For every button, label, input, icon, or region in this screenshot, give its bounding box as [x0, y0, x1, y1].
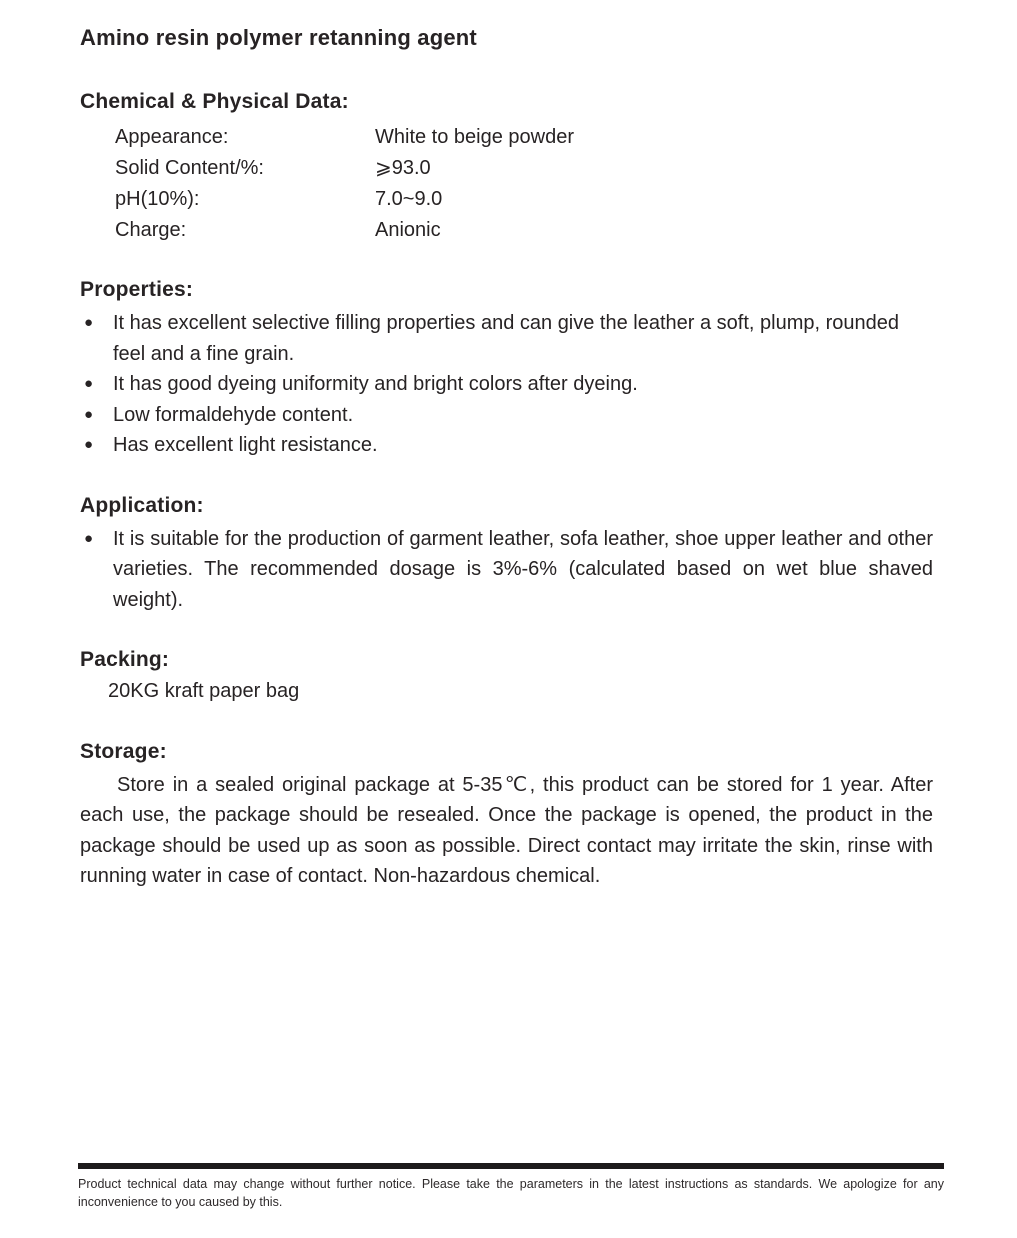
chem-row-charge	[80, 215, 933, 246]
bullet-icon: ●	[84, 529, 94, 547]
chemical-data-heading: Chemical & Physical Data:	[80, 90, 349, 113]
packing-heading: Packing:	[80, 648, 170, 671]
bullet-text: It is suitable for the production of garment leather, sofa leather, shoe upper leather and other varieties. The recommended dosage is 3%-6% (calculated based on wet blue shaved weight).	[113, 527, 933, 611]
storage-heading: Storage:	[80, 739, 167, 763]
bullet-text: It has excellent selective filling properties and can give the leather a soft, plump, rounded feel and a fine grain.	[113, 312, 900, 365]
properties-heading: Properties:	[80, 278, 194, 301]
bullet-icon: ●	[84, 375, 94, 392]
section-packing	[80, 648, 933, 707]
chem-row-solid-content	[80, 153, 933, 184]
list-item	[80, 369, 933, 400]
chem-row-appearance	[80, 122, 933, 153]
section-application	[80, 494, 933, 616]
chem-row-ph	[80, 184, 933, 215]
footer	[78, 1163, 944, 1211]
bullet-text: Has excellent light resistance.	[113, 434, 378, 456]
chem-value: White to beige powder	[375, 126, 575, 148]
bullet-icon: ●	[84, 405, 94, 423]
chem-label: Solid Content/%:	[115, 157, 264, 179]
application-heading: Application:	[80, 493, 204, 517]
bullet-text: It has good dyeing uniformity and bright colors after dyeing.	[113, 373, 638, 395]
footer-disclaimer: Product technical data may change without further notice. Please take the parameters in the latest instructions as standards. We apologize for any inconvenience to you caused by this.	[78, 1177, 944, 1209]
section-properties	[80, 278, 933, 461]
chem-value: ⩾93.0	[375, 157, 431, 179]
packing-text: 20KG kraft paper bag	[108, 680, 300, 702]
list-item	[80, 524, 933, 616]
chem-label: Appearance:	[115, 126, 229, 148]
chem-label: Charge:	[115, 219, 187, 241]
page-title: Amino resin polymer retanning agent	[80, 25, 477, 50]
list-item	[80, 308, 933, 369]
chem-value: 7.0~9.0	[375, 188, 443, 210]
section-chemical-physical-data	[80, 90, 933, 246]
bullet-icon: ●	[84, 436, 94, 453]
list-item	[80, 430, 933, 461]
footer-divider	[78, 1163, 944, 1169]
list-item	[80, 400, 933, 431]
bullet-icon: ●	[84, 314, 94, 331]
section-storage	[80, 740, 933, 892]
chem-value: Anionic	[375, 219, 441, 241]
storage-text: Store in a sealed original package at 5-35℃, this product can be stored for 1 year. After each use, the package should be resealed. Once the package is opened, the product in the package should be used up as soon as possible. Direct contact may irritate the skin, rinse with running water in case of contact. Non-hazardous chemical.	[80, 773, 933, 887]
bullet-text: Low formaldehyde content.	[113, 403, 354, 426]
chem-label: pH(10%):	[115, 188, 200, 210]
